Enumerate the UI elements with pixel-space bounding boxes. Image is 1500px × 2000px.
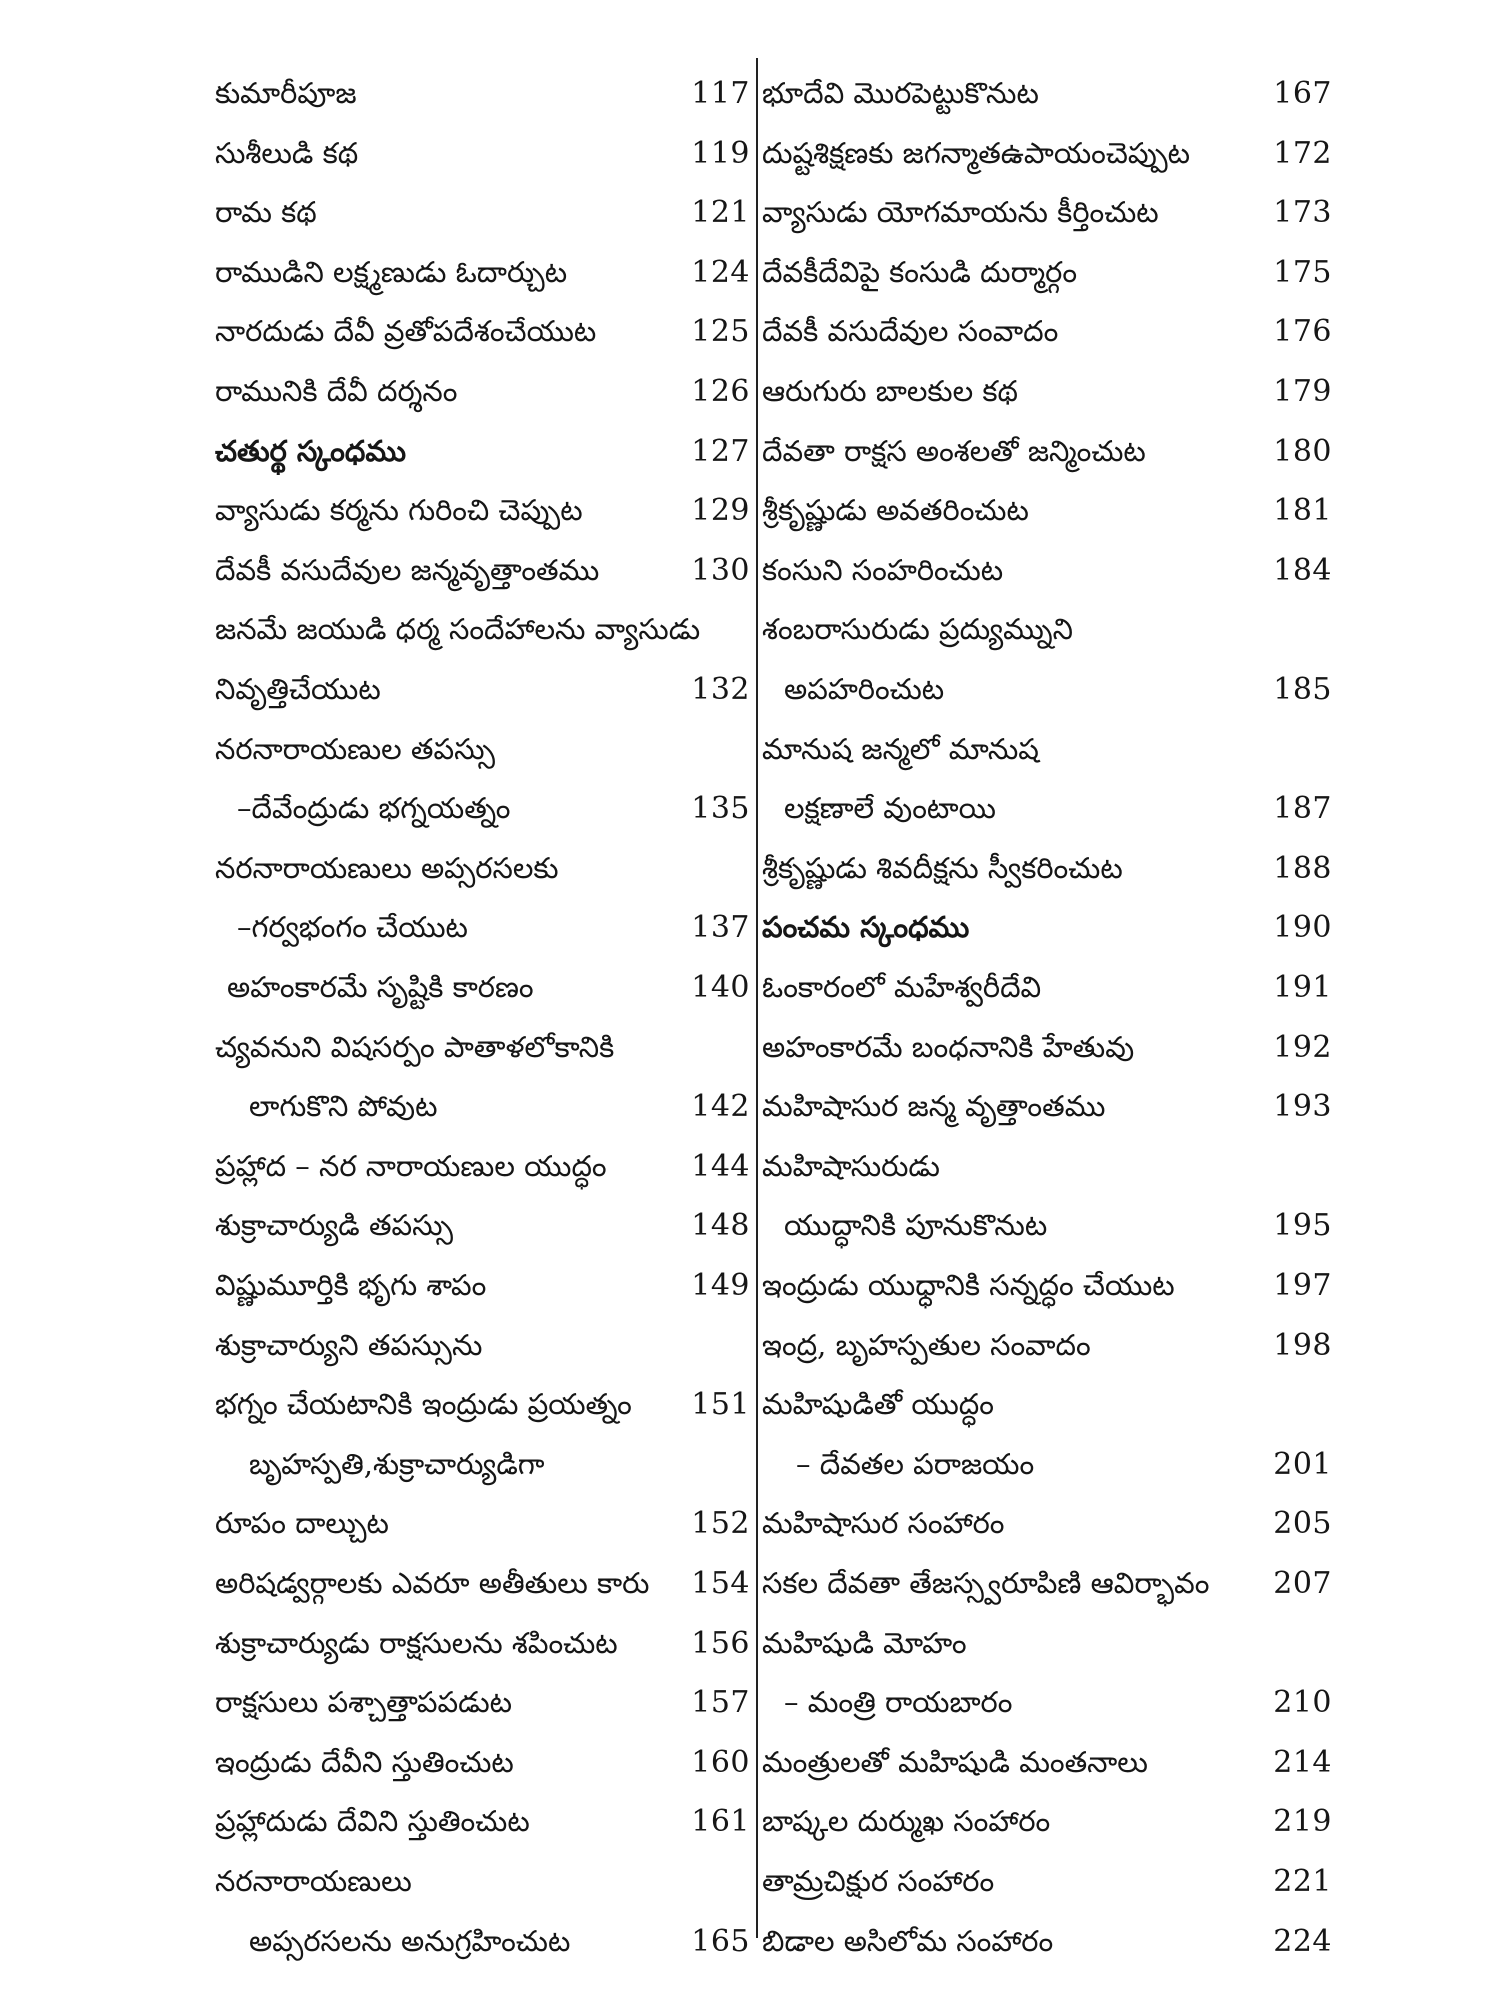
index-entry-title: ప్రహ్లాదుడు దేవిని స్తుతించుట <box>215 1804 530 1839</box>
index-entry-page-number: 127 <box>691 433 750 469</box>
index-entry-page-number: 179 <box>1273 374 1332 409</box>
index-entry-page-number: 129 <box>691 493 750 529</box>
index-entry-page-number: 165 <box>691 1923 750 1959</box>
index-entry-page-number: 142 <box>691 1089 750 1125</box>
index-entry-title: రాముడిని లక్ష్మణుడు ఓదార్చుట <box>215 254 568 289</box>
index-entry-row <box>762 1733 1332 1793</box>
index-entry-row <box>215 779 750 839</box>
index-entry-row <box>215 1196 750 1256</box>
index-entry-title: మానుష జన్మలో మానుష <box>762 731 1039 766</box>
index-entry-row <box>762 1196 1332 1256</box>
index-entry-title: రామ కథ <box>215 195 317 230</box>
index-entry-page-number: 190 <box>1273 910 1332 946</box>
index-entry-row <box>215 362 750 422</box>
index-entry-page-number: 156 <box>691 1625 750 1661</box>
index-entry-title: శుక్రాచార్యుడు రాక్షసులను శపించుట <box>215 1625 618 1660</box>
index-entry-title: భగ్నం చేయటానికి ఇంద్రుడు ప్రయత్నం <box>215 1387 632 1422</box>
index-entry-row <box>215 481 750 541</box>
index-entry-row <box>762 1077 1332 1137</box>
index-entry-row <box>762 362 1332 422</box>
index-entry-title: విష్ణుమూర్తికి భృగు శాపం <box>215 1268 487 1302</box>
index-entry-page-number: 157 <box>691 1685 750 1721</box>
index-entry-page-number: 140 <box>691 970 750 1005</box>
index-entry-row <box>762 1852 1332 1912</box>
index-entry-row <box>762 183 1332 243</box>
index-entry-row <box>762 1912 1332 1972</box>
index-entry-row <box>762 958 1332 1018</box>
index-entry-row <box>215 1614 750 1674</box>
index-entry-row <box>215 64 750 124</box>
index-entry-row <box>762 1614 1332 1674</box>
index-entry-title: అహంకారమే సృష్టికి కారణం <box>227 970 534 1004</box>
index-entry-row <box>762 720 1332 780</box>
index-entry-title: – దేవతల పరాజయం <box>796 1446 1035 1481</box>
index-entry-title: –గర్వభంగం చేయుట <box>237 910 468 945</box>
index-entry-title: రూపం దాల్చుట <box>215 1506 389 1541</box>
index-entry-page-number: 152 <box>691 1506 750 1542</box>
index-entry-row <box>762 422 1332 482</box>
index-entry-page-number: 185 <box>1273 672 1332 707</box>
index-entry-page-number: 191 <box>1273 970 1332 1005</box>
index-entry-row <box>215 541 750 601</box>
index-entry-title: ఇంద్ర, బృహస్పతుల సంవాదం <box>762 1327 1091 1362</box>
index-entry-row <box>215 1494 750 1554</box>
index-entry-title: అప్సరసలను అనుగ్రహించుట <box>249 1923 571 1958</box>
index-entry-page-number: 210 <box>1273 1685 1332 1721</box>
index-entry-page-number: 201 <box>1273 1446 1332 1482</box>
index-entry-title: సకల దేవతా తేజస్స్వరూపిణి ఆవిర్భావం <box>762 1566 1210 1600</box>
index-entry-row <box>215 898 750 958</box>
index-entry-row <box>762 64 1332 124</box>
index-entry-row <box>762 1435 1332 1495</box>
index-entry-title: మహిషుడితో యుద్ధం <box>762 1387 994 1422</box>
index-entry-row <box>762 839 1332 899</box>
index-entry-row <box>215 1316 750 1376</box>
index-entry-row <box>762 302 1332 362</box>
index-entry-title: మహిషాసురుడు <box>762 1148 940 1183</box>
index-entry-page-number: 221 <box>1273 1864 1332 1899</box>
index-entry-row <box>762 1375 1332 1435</box>
index-entry-title: మహిషుడి మోహం <box>762 1625 967 1660</box>
index-entry-page-number: 188 <box>1273 850 1332 886</box>
index-entry-title: దేవకీ వసుదేవుల జన్మవృత్తాంతము <box>215 552 600 587</box>
index-entry-row <box>762 1137 1332 1197</box>
index-entry-title: నరనారాయణులు <box>215 1864 412 1898</box>
index-entry-row <box>215 1733 750 1793</box>
index-entry-page-number: 197 <box>1273 1268 1332 1303</box>
index-entry-title: జనమే జయుడి ధర్మ సందేహాలను వ్యాసుడు <box>215 612 701 647</box>
index-entry-title: వ్యాసుడు యోగమాయను కీర్తించుట <box>762 195 1159 230</box>
index-entry-row <box>762 660 1332 720</box>
index-entry-title: శుక్రాచార్యుని తపస్సును <box>215 1327 483 1362</box>
index-entry-row <box>215 958 750 1018</box>
index-entry-title: దేవకీ వసుదేవుల సంవాదం <box>762 314 1059 349</box>
index-entry-title: దుష్టశిక్షణకు జగన్మాతఉపాయంచెప్పుట <box>762 135 1190 170</box>
index-entry-title: కంసుని సంహరించుట <box>762 552 1004 587</box>
index-entry-title: శ్రీకృష్ణుడు శివదీక్షను స్వీకరించుట <box>762 850 1123 885</box>
index-entry-title: దేవకీదేవిపై కంసుడి దుర్మార్గం <box>762 254 1078 289</box>
index-entry-page-number: 224 <box>1273 1923 1332 1959</box>
index-entry-title: ప్రహ్లాద – నర నారాయణుల యుద్ధం <box>215 1148 607 1183</box>
index-entry-title: బిడాల అసిలోమ సంహారం <box>762 1923 1054 1958</box>
index-entry-row <box>215 1018 750 1078</box>
index-entry-row <box>762 1673 1332 1733</box>
index-entry-page-number: 124 <box>691 254 750 290</box>
right-index-column <box>762 64 1332 1984</box>
index-entry-title: నారదుడు దేవీ వ్రతోపదేశంచేయుట <box>215 314 597 349</box>
index-entry-title: చ్యవనుని విషసర్పం పాతాళలోకానికి <box>215 1029 615 1064</box>
index-entry-page-number: 160 <box>691 1744 750 1780</box>
section-heading-row <box>762 898 1332 958</box>
index-entry-row <box>215 1435 750 1495</box>
index-entry-row <box>762 1316 1332 1376</box>
index-entry-title: వ్యాసుడు కర్మను గురించి చెప్పుట <box>215 493 583 528</box>
index-entry-page-number: 173 <box>1273 195 1332 231</box>
index-entry-title: అపహరించుట <box>784 672 945 706</box>
index-entry-page-number: 137 <box>691 910 750 946</box>
index-entry-page-number: 219 <box>1273 1804 1332 1840</box>
index-entry-row <box>215 660 750 720</box>
index-entry-page-number: 176 <box>1273 314 1332 350</box>
index-entry-row <box>762 1256 1332 1316</box>
index-entry-title: యుద్ధానికి పూనుకొనుట <box>784 1208 1048 1243</box>
index-entry-page-number: 117 <box>691 76 750 111</box>
index-entry-page-number: 172 <box>1273 135 1332 171</box>
index-entry-title: శుక్రాచార్యుడి తపస్సు <box>215 1208 454 1243</box>
index-entry-title: ఓంకారంలో మహేశ్వరీదేవి <box>762 970 1042 1004</box>
index-entry-title: భూదేవి మొరపెట్టుకొనుట <box>762 76 1039 110</box>
index-entry-title: పంచమ స్కంధము <box>762 910 970 945</box>
index-entry-page-number: 125 <box>691 314 750 350</box>
index-entry-title: అరిషడ్వర్గాలకు ఎవరూ అతీతులు కారు <box>215 1566 650 1600</box>
index-entry-page-number: 135 <box>691 791 750 827</box>
index-entry-title: రామునికి దేవీ దర్శనం <box>215 374 458 408</box>
index-entry-page-number: 195 <box>1273 1208 1332 1244</box>
index-entry-title: ఇంద్రుడు దేవీని స్తుతించుట <box>215 1744 514 1779</box>
index-entry-page-number: 126 <box>691 374 750 409</box>
index-entry-page-number: 214 <box>1273 1744 1332 1780</box>
index-entry-title: మహిషాసుర సంహారం <box>762 1506 1005 1541</box>
index-entry-title: ఇంద్రుడు యుధ్ధానికి సన్నద్ధం చేయుట <box>762 1268 1175 1302</box>
index-entry-title: తామ్రచిక్షుర సంహారం <box>762 1864 995 1898</box>
index-entry-page-number: 132 <box>691 672 750 707</box>
index-entry-title: సుశీలుడి కథ <box>215 135 359 170</box>
index-entry-title: – మంత్రి రాయబారం <box>784 1685 1013 1720</box>
index-entry-page-number: 193 <box>1273 1089 1332 1125</box>
index-entry-row <box>762 779 1332 839</box>
index-entry-page-number: 149 <box>691 1268 750 1303</box>
index-entry-title: రాక్షసులు పశ్చాత్తాపపడుట <box>215 1685 512 1720</box>
index-entry-row <box>762 124 1332 184</box>
index-entry-row <box>762 481 1332 541</box>
section-heading-row <box>215 422 750 482</box>
index-entry-page-number: 144 <box>691 1148 750 1184</box>
index-entry-row <box>215 302 750 362</box>
index-entry-row <box>215 124 750 184</box>
index-entry-row <box>215 839 750 899</box>
index-entry-page-number: 121 <box>691 195 750 231</box>
index-entry-page-number: 180 <box>1273 433 1332 469</box>
index-entry-title: శంబరాసురుడు ప్రద్యుమ్నుని <box>762 612 1073 647</box>
index-entry-page-number: 175 <box>1273 254 1332 290</box>
index-entry-title: లాగుకొని పోవుట <box>249 1089 438 1124</box>
index-entry-title: శ్రీకృష్ణుడు అవతరించుట <box>762 493 1029 528</box>
index-entry-title: కుమారీపూజ <box>215 76 357 110</box>
index-entry-page-number: 181 <box>1273 493 1332 529</box>
column-divider <box>756 58 758 1938</box>
index-entry-row <box>762 1554 1332 1614</box>
index-entry-title: నరనారాయణులు అప్సరసలకు <box>215 850 559 885</box>
index-entry-title: నరనారాయణుల తపస్సు <box>215 731 495 766</box>
index-entry-page-number: 192 <box>1273 1029 1332 1065</box>
index-entry-row <box>762 1018 1332 1078</box>
index-entry-row <box>762 541 1332 601</box>
index-entry-page-number: 119 <box>691 135 750 171</box>
index-entry-row <box>215 1673 750 1733</box>
index-entry-title: మహిషాసుర జన్మ వృత్తాంతము <box>762 1089 1106 1124</box>
index-entry-row <box>215 1554 750 1614</box>
index-entry-title: దేవతా రాక్షస అంశలతో జన్మించుట <box>762 433 1146 468</box>
index-entry-title: బాష్కల దుర్ముఖ సంహారం <box>762 1804 1051 1839</box>
index-entry-page-number: 198 <box>1273 1327 1332 1363</box>
index-entry-row <box>215 183 750 243</box>
index-entry-row <box>215 1137 750 1197</box>
index-entry-row <box>762 1792 1332 1852</box>
index-entry-title: –దేవేంద్రుడు భగ్నయత్నం <box>237 791 511 826</box>
index-entry-page-number: 154 <box>691 1566 750 1601</box>
index-entry-page-number: 167 <box>1273 76 1332 111</box>
index-entry-row <box>215 1256 750 1316</box>
index-entry-title: బృహస్పతి,శుక్రాచార్యుడిగా <box>249 1446 545 1481</box>
index-entry-page-number: 130 <box>691 552 750 588</box>
index-entry-page-number: 187 <box>1273 791 1332 827</box>
index-entry-row <box>762 600 1332 660</box>
index-entry-title: నివృత్తిచేయుట <box>215 672 381 706</box>
index-entry-row <box>762 243 1332 303</box>
index-entry-row <box>215 1792 750 1852</box>
index-entry-page-number: 184 <box>1273 552 1332 588</box>
index-entry-page-number: 148 <box>691 1208 750 1244</box>
index-entry-page-number: 161 <box>691 1804 750 1840</box>
index-entry-page-number: 205 <box>1273 1506 1332 1542</box>
index-entry-title: మంత్రులతో మహిషుడి మంతనాలు <box>762 1744 1148 1779</box>
index-entry-page-number: 151 <box>691 1387 750 1423</box>
index-entry-title: ఆరుగురు బాలకుల కథ <box>762 374 1018 408</box>
left-index-column <box>215 64 750 1984</box>
index-entry-row <box>215 1912 750 1972</box>
index-entry-page-number: 207 <box>1273 1566 1332 1601</box>
index-entry-title: చతుర్థ స్కంధము <box>215 433 407 468</box>
index-entry-row <box>215 720 750 780</box>
index-entry-row <box>215 600 750 660</box>
index-entry-title: అహంకారమే బంధనానికి హేతువు <box>762 1029 1135 1064</box>
index-entry-row <box>215 1077 750 1137</box>
index-entry-row <box>215 1852 750 1912</box>
index-entry-row <box>215 243 750 303</box>
index-entry-title: లక్షణాలే వుంటాయి <box>784 791 996 826</box>
index-entry-row <box>762 1494 1332 1554</box>
index-entry-row <box>215 1375 750 1435</box>
